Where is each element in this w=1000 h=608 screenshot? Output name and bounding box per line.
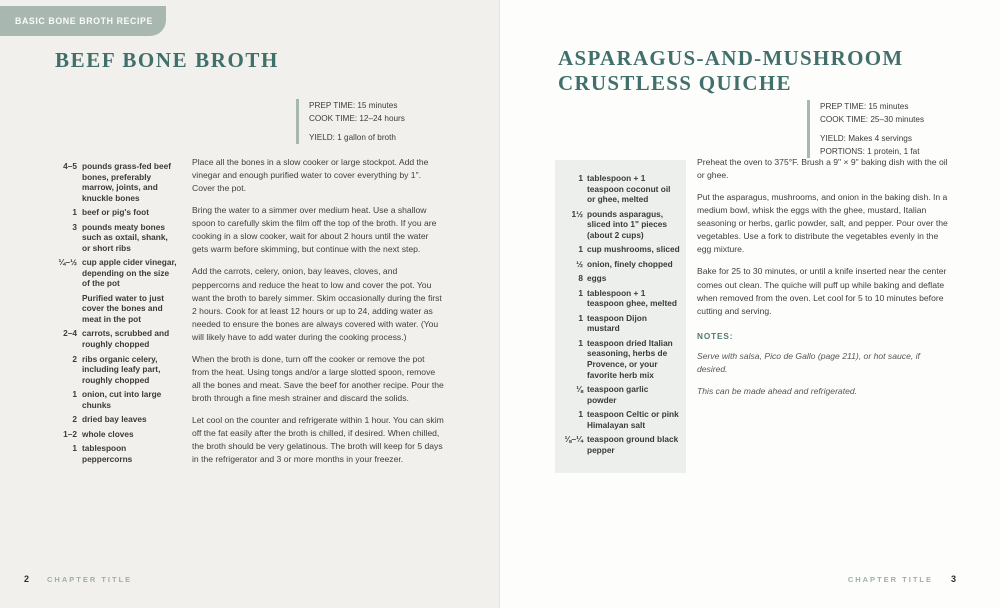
ingredient-text: eggs	[587, 273, 607, 284]
yield: YIELD: Makes 4 servings	[820, 133, 912, 143]
ingredient-text: teaspoon garlic powder	[587, 384, 649, 405]
ingredient-qty: ⅛	[576, 384, 583, 395]
ingredient-qty: 1	[578, 244, 583, 255]
method-left	[192, 156, 444, 475]
ingredient-text: beef or pig's foot	[82, 207, 149, 218]
ingredient-text: cup mushrooms, sliced	[587, 244, 680, 255]
ingredient-qty: 1	[578, 337, 583, 348]
ingredient-text: teaspoon ground black pepper	[587, 434, 679, 455]
ingredient-row	[560, 338, 680, 380]
ingredient-text: ribs organic celery, including leafy part, roughly chopped	[82, 353, 161, 385]
ingredient-row	[36, 222, 178, 254]
meta-times-group	[309, 99, 405, 126]
chapter-title: CHAPTER TITLE	[847, 574, 933, 584]
ingredient-qty: 1	[578, 409, 583, 420]
page-right	[500, 0, 1000, 608]
ingredient-text: whole cloves	[82, 428, 134, 439]
method-paragraph: When the broth is done, turn off the cooker or remove the pot from the heat. Using tongs and/or a large slotted spoon, remove all the bones and meat. Save the beef for another recipe. Pour the broth through a fine mesh strainer and discard the solids.	[192, 353, 444, 403]
ingredient-row	[560, 288, 680, 309]
ingredient-text: teaspoon Celtic or pink Himalayan salt	[587, 409, 679, 430]
method-right	[697, 156, 950, 407]
ingredient-qty: 8	[578, 273, 583, 284]
recipe-title-right	[558, 46, 904, 96]
method-paragraph: Place all the bones in a slow cooker or large stockpot. Add the vinegar and enough purified water to cover everything by 1". Cover the pot.	[192, 157, 429, 194]
meta-yield-group	[309, 131, 405, 144]
ingredient-qty: 2	[72, 353, 77, 364]
ingredient-text: cup apple cider vinegar, depending on the size of the pot	[82, 257, 177, 289]
ingredient-row	[36, 328, 178, 349]
ingredient-qty: 3	[72, 221, 77, 232]
ingredient-row	[560, 409, 680, 430]
ingredient-row	[560, 259, 680, 270]
ingredients-list-left	[36, 161, 178, 468]
ingredient-text: pounds asparagus, sliced into 1" pieces (about 2 cups)	[587, 208, 668, 240]
ingredient-row	[36, 414, 178, 425]
ingredient-text: dried bay leaves	[82, 414, 147, 425]
ingredient-text: tablespoon peppercorns	[82, 443, 133, 464]
recipe-meta-left	[296, 99, 405, 144]
recipe-category-tab-label: BASIC BONE BROTH RECIPE	[15, 16, 153, 26]
ingredient-qty: 1	[578, 287, 583, 298]
recipe-category-tab	[0, 6, 166, 36]
ingredient-qty: 1–2	[63, 428, 77, 439]
prep-time: PREP TIME: 15 minutes	[309, 101, 398, 110]
ingredient-qty: 1½	[571, 208, 583, 219]
method-paragraph: Bring the water to a simmer over medium heat. Use a shallow spoon to carefully skim the film off the top of the broth. If you are cooking in a slow cooker, wait for about 2 hours until the water gets warm before skimming, but continue with the next step.	[192, 205, 437, 255]
recipe-meta-right	[807, 100, 924, 158]
ingredient-row	[560, 384, 680, 405]
ingredient-qty: ¼–½	[58, 257, 77, 268]
ingredient-row	[36, 443, 178, 464]
ingredient-qty: 1	[72, 389, 77, 400]
notes-heading: NOTES:	[697, 331, 734, 341]
ingredient-row	[36, 257, 178, 289]
ingredient-text: pounds meaty bones such as oxtail, shank, or short ribs	[82, 221, 168, 253]
ingredient-qty: 1	[72, 207, 77, 218]
note-paragraph: This can be made ahead and refrigerated.	[697, 386, 858, 397]
ingredient-qty: 1	[578, 312, 583, 323]
recipe-title-left: BEEF BONE BROTH	[55, 48, 279, 72]
meta-times-group	[820, 100, 924, 127]
page-number: 2	[24, 574, 30, 584]
footer-right	[848, 574, 956, 584]
ingredient-text: carrots, scrubbed and roughly chopped	[82, 328, 170, 349]
ingredients-list-right	[555, 160, 686, 473]
ingredient-text: tablespoon + 1 teaspoon coconut oil or ghee, melted	[587, 173, 671, 205]
ingredient-qty: 1	[578, 173, 583, 183]
note-paragraph: Serve with salsa, Pico de Gallo (page 211), or hot sauce, if desired.	[697, 351, 920, 375]
meta-yield-group	[820, 132, 924, 159]
page-number: 3	[950, 574, 956, 584]
ingredient-row	[560, 173, 680, 205]
ingredient-qty: 2–4	[63, 328, 77, 339]
ingredient-text: Purified water to just cover the bones and meat in the pot	[82, 292, 165, 324]
method-paragraph: Add the carrots, celery, onion, bay leaves, cloves, and peppercorns and reduce the heat to low and cover the pot. You want the broth to barely simmer. Skim occasionally during the first 2 hours. Cook for at least 12 hours or up to 24, adding water as needed to ensure the bones are always covered with water. (You will likely have to add water during the cooking process.)	[192, 266, 442, 342]
ingredient-row	[560, 244, 680, 255]
ingredient-text: teaspoon dried Italian seasoning, herbs de Provence, or your favorite herb mix	[587, 337, 673, 380]
cook-time: COOK TIME: 12–24 hours	[309, 114, 405, 124]
chapter-title: CHAPTER TITLE	[47, 574, 133, 584]
ingredient-text: onion, cut into large chunks	[82, 389, 162, 410]
method-paragraph: Put the asparagus, mushrooms, and onion in the baking dish. In a medium bowl, whisk the eggs with the ghee, mustard, Italian seasoning or herbs, garlic powder, salt, and pepper. Pour over the vegetables. Use a fork to distribute the vegetables evenly in the egg mixture.	[697, 192, 948, 255]
ingredient-row	[560, 273, 680, 284]
ingredient-row	[36, 354, 178, 386]
cook-time: COOK TIME: 25–30 minutes	[820, 115, 925, 125]
ingredient-qty	[36, 293, 82, 325]
ingredient-qty: 2	[72, 414, 77, 425]
ingredient-text: pounds grass-fed beef bones, preferably marrow, joints, and knuckle bones	[82, 161, 171, 203]
ingredient-row	[36, 429, 178, 440]
yield: YIELD: 1 gallon of broth	[309, 132, 396, 142]
ingredient-qty: 4–5	[63, 161, 77, 171]
ingredient-row	[560, 209, 680, 241]
prep-time: PREP TIME: 15 minutes	[820, 102, 909, 111]
method-paragraph: Preheat the oven to 375°F. Brush a 9" × 9" baking dish with the oil or ghee.	[697, 157, 948, 181]
method-paragraph: Bake for 25 to 30 minutes, or until a knife inserted near the center comes out clean. The quiche will puff up while baking and deflate when removed from the oven. Let cool for 5 to 10 minutes before cutting and serving.	[697, 266, 947, 316]
portions: PORTIONS: 1 protein, 1 fat	[820, 146, 920, 156]
ingredient-row	[36, 389, 178, 410]
ingredient-qty: ⅛–¼	[564, 434, 583, 445]
ingredient-row	[560, 434, 680, 455]
ingredient-qty: ½	[576, 258, 583, 269]
method-paragraph: Let cool on the counter and refrigerate within 1 hour. You can skim off the fat easily after the broth is chilled, if desired. When chilled, the broth should be very gelatinous. The broth will keep for 5 days in the refrigerator and 3 or more months in your freezer.	[192, 415, 444, 465]
ingredient-row	[36, 161, 178, 203]
ingredient-text: tablespoon + 1 teaspoon ghee, melted	[587, 287, 677, 309]
ingredient-qty: 1	[72, 443, 77, 454]
ingredient-text: teaspoon Dijon mustard	[587, 312, 647, 334]
recipe-title-line2: CRUSTLESS QUICHE	[558, 71, 792, 96]
recipe-title-line1: ASPARAGUS-AND-MUSHROOM	[558, 46, 904, 70]
ingredient-row	[560, 313, 680, 334]
ingredient-row	[36, 207, 178, 218]
footer-left	[24, 574, 132, 584]
ingredient-text: onion, finely chopped	[587, 258, 673, 269]
ingredient-row	[36, 293, 178, 325]
